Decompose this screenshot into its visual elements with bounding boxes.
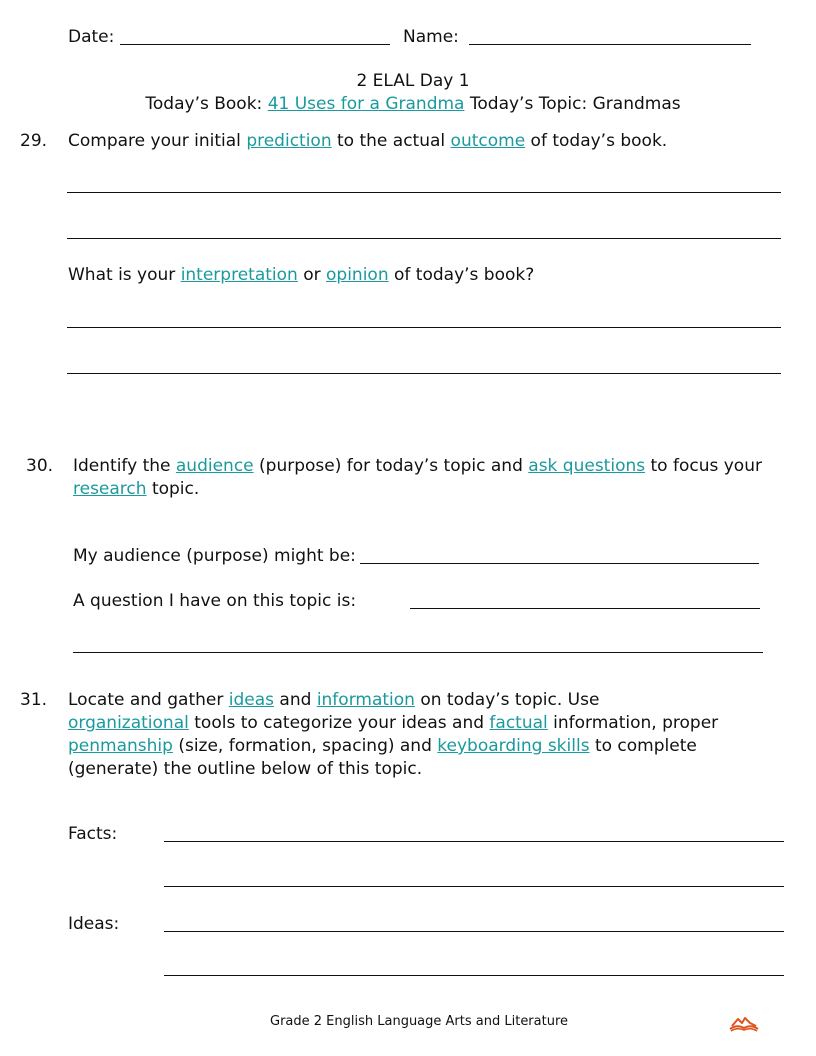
outcome-link[interactable]: outcome — [450, 131, 526, 151]
q29-sub-text-2: or — [297, 265, 327, 285]
book-label: Today’s Book: — [145, 94, 263, 114]
q31-prompt-line-1 — [68, 689, 599, 712]
audience-link[interactable]: audience — [175, 456, 254, 476]
q29-sub-text-3: of today’s book? — [388, 265, 535, 285]
question-answer-line-2[interactable] — [73, 652, 763, 653]
q31-prompt-line-2 — [68, 712, 718, 735]
date-field[interactable] — [120, 44, 390, 45]
q30-number: 30. — [26, 456, 54, 476]
organizational-link[interactable]: organizational — [68, 713, 189, 733]
penmanship-link[interactable]: penmanship — [68, 736, 173, 756]
q29-answer-line-2[interactable] — [67, 238, 781, 239]
prediction-link[interactable]: prediction — [246, 131, 332, 151]
opinion-link[interactable]: opinion — [326, 265, 389, 285]
q31-text-6: (size, formation, spacing) and — [172, 736, 438, 756]
q29-text-2: to the actual — [331, 131, 451, 151]
q29-text-3: of today’s book. — [525, 131, 668, 151]
q30-prompt-line-1 — [73, 455, 762, 478]
ideas-label: Ideas: — [68, 914, 120, 934]
book-topic-line — [0, 93, 816, 116]
book-logo-icon — [729, 1014, 759, 1032]
audience-answer-line[interactable] — [360, 563, 759, 564]
ideas-answer-line-1[interactable] — [164, 931, 784, 932]
facts-answer-line-2[interactable] — [164, 886, 784, 887]
q30-prompt-line-2 — [73, 478, 199, 501]
name-field[interactable] — [469, 44, 751, 45]
q31-text-1: Locate and gather — [68, 690, 229, 710]
topic-label: Today’s Topic: — [469, 94, 588, 114]
page-title: 2 ELAL Day 1 — [356, 71, 470, 91]
research-link[interactable]: research — [73, 479, 147, 499]
q31-text-3: on today’s topic. Use — [414, 690, 600, 710]
ideas-answer-line-2[interactable] — [164, 975, 784, 976]
q31-text-5: information, proper — [547, 713, 719, 733]
q30-text-4: topic. — [146, 479, 200, 499]
q31-number: 31. — [20, 690, 48, 710]
q29-prompt — [68, 130, 667, 153]
facts-label: Facts: — [68, 824, 118, 844]
q31-prompt-line-3 — [68, 735, 697, 758]
ask-questions-link[interactable]: ask questions — [528, 456, 646, 476]
q29-sub-text-1: What is your — [68, 265, 181, 285]
footer-text: Grade 2 English Language Arts and Literature — [270, 1014, 569, 1029]
factual-link[interactable]: factual — [489, 713, 548, 733]
q30-text-1: Identify the — [73, 456, 176, 476]
q29-text-1: Compare your initial — [68, 131, 247, 151]
name-label: Name: — [403, 27, 459, 47]
question-answer-line-1[interactable] — [410, 608, 760, 609]
question-prompt: A question I have on this topic is: — [73, 591, 357, 611]
keyboarding-skills-link[interactable]: keyboarding skills — [437, 736, 590, 756]
book-title-link[interactable]: 41 Uses for a Grandma — [267, 94, 465, 114]
audience-prompt: My audience (purpose) might be: — [73, 546, 356, 566]
q31-text-4: tools to categorize your ideas and — [188, 713, 490, 733]
q29-answer-line-1[interactable] — [67, 192, 781, 193]
date-label: Date: — [68, 27, 115, 47]
facts-answer-line-1[interactable] — [164, 841, 784, 842]
q30-text-2: (purpose) for today’s topic and — [253, 456, 529, 476]
q31-prompt-line-4: (generate) the outline below of this topic. — [68, 759, 423, 779]
q29-answer-line-3[interactable] — [67, 327, 781, 328]
q29-sub-prompt — [68, 264, 534, 287]
q29-answer-line-4[interactable] — [67, 373, 781, 374]
q31-text-7: to complete — [589, 736, 697, 756]
q29-number: 29. — [20, 131, 48, 151]
q31-text-2: and — [274, 690, 317, 710]
ideas-link[interactable]: ideas — [228, 690, 275, 710]
interpretation-link[interactable]: interpretation — [180, 265, 298, 285]
q30-text-3: to focus your — [645, 456, 762, 476]
topic-value: Grandmas — [592, 94, 681, 114]
information-link[interactable]: information — [316, 690, 415, 710]
